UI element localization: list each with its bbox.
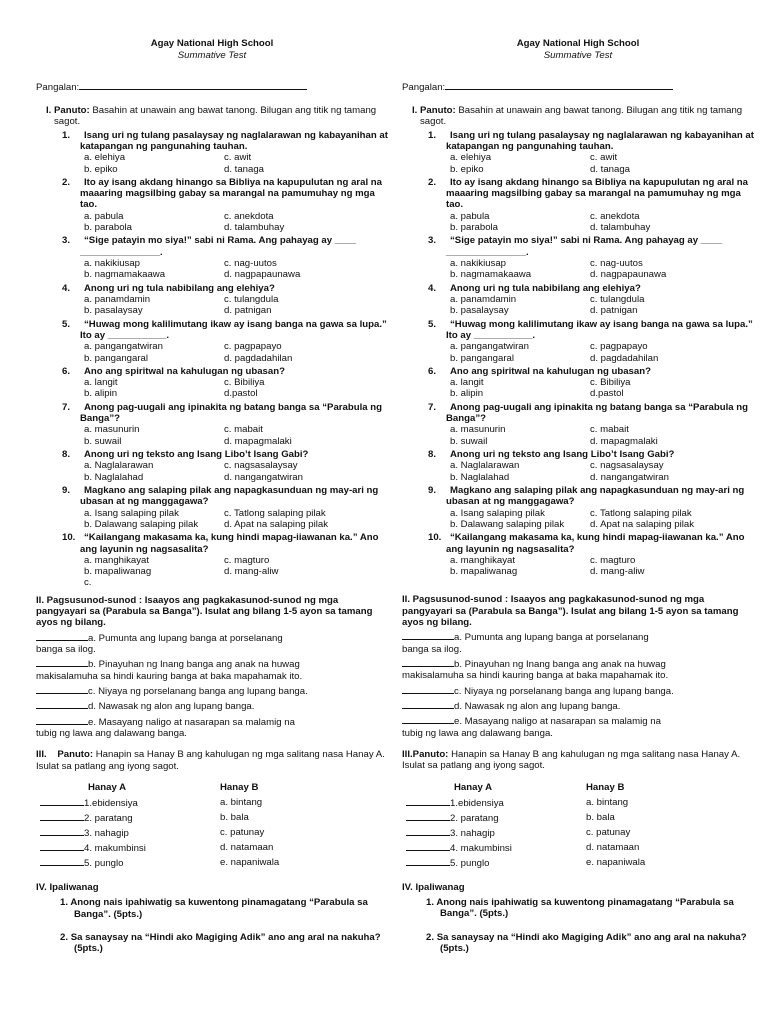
question (428, 235, 754, 258)
question (428, 402, 754, 425)
answer-options (84, 460, 388, 483)
part1-label: I. Panuto: (412, 104, 456, 116)
answer-option: c. nag-uutos (590, 258, 643, 269)
answer-option: b. mapaliwanag (84, 566, 152, 578)
question (62, 319, 388, 342)
answer-option: b. alipin (450, 388, 484, 400)
answer-option: c. Tatlong salaping pilak (224, 507, 326, 519)
answer-option: c. Tatlong salaping pilak (590, 507, 692, 519)
test-copy-left (36, 38, 388, 955)
question-list (36, 130, 388, 578)
sequence-item (36, 658, 388, 670)
hanay-b-item: b. bala (586, 811, 615, 823)
question-text: Ito ay isang akdang hinango sa Bibliya na kapupulutan ng aral na maaaring magsilbing gabay sa marangal na pamumuhay ng mga tao. (80, 176, 382, 211)
answer-blank (36, 632, 88, 641)
answer-option: c. Bibiliya (590, 377, 631, 389)
answer-options (84, 258, 388, 281)
answer-option: a. nakikiusap (84, 258, 140, 269)
hanay-a-item (406, 797, 586, 812)
essay-question (426, 897, 754, 920)
answer-blank (36, 700, 88, 709)
answer-blank (40, 842, 84, 851)
part1-text: Basahin at unawain ang bawat tanong. Bilugan ang titik ng tamang sagot. (54, 104, 377, 128)
answer-option: a. Isang salaping pilak (84, 507, 179, 519)
hanay-b-item: e. napaniwala (586, 856, 646, 868)
answer-option: b. epiko (84, 163, 118, 175)
sequence-text: a. Pumunta ang lupang banga at porselanang (454, 632, 649, 644)
answer-option: c. awit (224, 152, 252, 164)
answer-option: c. tulangdula (590, 293, 645, 305)
answer-option: a. masunurin (84, 424, 140, 436)
answer-option: a. masunurin (450, 424, 506, 436)
answer-option: b. epiko (450, 163, 484, 175)
answer-options (450, 424, 754, 447)
answer-option: a. pabula (450, 210, 490, 222)
hanay-a-text: 4. makumbinsi (450, 842, 512, 854)
name-line (36, 80, 388, 93)
hanay-a-head: Hanay A (88, 781, 127, 793)
answer-option: d. mapagmalaki (224, 435, 292, 447)
hanay-a-item (40, 842, 220, 857)
question-number: 6. (62, 365, 71, 377)
hanay-b-item: d. natamaan (220, 842, 274, 854)
answer-option: a. pangangatwiran (84, 341, 163, 353)
name-label: Pangalan: (402, 81, 446, 93)
answer-option: c. tulangdula (224, 293, 279, 305)
question-number: 5. (62, 318, 71, 330)
question-text: Anong pag-uugali ang ipinakita ng batang banga sa “Parabula ng Banga”? (80, 401, 382, 425)
name-line (402, 80, 754, 93)
question-text: Isang uri ng tulang pasalaysay ng naglalarawan ng kabayanihan at katapangan ng pangunahing tauhan. (80, 129, 388, 152)
answer-blank (402, 685, 454, 694)
test-type: Summative Test (177, 50, 247, 62)
sequence-item (36, 716, 388, 728)
part1-instruction (410, 105, 754, 128)
sequence-item (402, 700, 754, 712)
answer-option: a. panamdamin (84, 293, 151, 305)
question-text: Anong uri ng teksto ang Isang Libo’t Isang Gabi? (450, 449, 675, 460)
hanay-a-text: 3. nahagip (84, 828, 129, 840)
question-number: 1. (428, 129, 437, 141)
question (62, 130, 388, 153)
name-label: Pangalan: (36, 81, 80, 93)
answer-option: c. awit (590, 152, 618, 164)
answer-option: a. langit (84, 377, 118, 389)
sequence-text: c. Niyaya ng porselanang banga ang lupang banga. (454, 685, 674, 697)
answer-blank (40, 797, 84, 806)
part3-section (36, 749, 388, 872)
answer-options (84, 341, 388, 364)
part4-title: IV. Ipaliwanag (402, 881, 465, 893)
answer-blank (36, 716, 88, 725)
answer-option: a. elehiya (84, 152, 126, 164)
question (428, 366, 754, 377)
answer-option: a. langit (450, 377, 484, 389)
sequence-list (36, 632, 388, 740)
answer-options (450, 341, 754, 364)
part3-instruction (36, 749, 388, 772)
part3-label: III. (36, 749, 47, 761)
answer-option: b. nagmamakaawa (450, 269, 532, 281)
hanay-b-item: b. bala (220, 812, 249, 824)
answer-option: b. suwail (450, 435, 488, 447)
answer-option: a. elehiya (450, 152, 492, 164)
hanay-a-head: Hanay A (454, 781, 493, 793)
answer-blank (40, 857, 84, 866)
question-text: Ano ang spiritwal na kahulugan ng ubasan? (450, 365, 651, 377)
answer-option: a. Naglalarawan (84, 460, 154, 472)
question (428, 532, 754, 555)
part3-text: Hanapin sa Hanay B ang kahulugan ng mga salitang nasa Hanay A. Isulat sa patlang ang iyong sagot. (402, 748, 741, 772)
question-number: 9. (62, 484, 71, 496)
answer-option: c. anekdota (590, 210, 640, 222)
essay-list (36, 897, 388, 954)
answer-blank (402, 658, 454, 667)
sequence-text: e. Masayang naligo at nasarapan sa malamig na (454, 716, 661, 728)
essay-question (426, 932, 754, 955)
question (62, 177, 388, 211)
answer-blank (402, 715, 454, 724)
answer-option: b. pangangaral (84, 352, 149, 364)
answer-option: d. nagpapaunawa (590, 269, 667, 281)
sequence-list (402, 631, 754, 739)
sequence-text-continued: makisalamuha sa hindi kauring banga at baka mapahamak ito. (36, 670, 303, 682)
question-text: Anong uri ng tula nabibilang ang elehiya? (450, 282, 641, 294)
answer-blank (406, 842, 450, 851)
answer-options (84, 377, 388, 400)
essay-number: 1. (60, 897, 69, 909)
sequence-item (36, 700, 388, 712)
answer-option: b. parabola (450, 222, 499, 234)
sequence-text: c. Niyaya ng porselanang banga ang lupang banga. (88, 685, 308, 697)
question-text: “Kailangang makasama ka, kung hindi mapag-iiawanan ka.” Ano ang layunin ng nagsasalita? (80, 532, 379, 555)
part4-section (402, 882, 754, 955)
hanay-a-item (406, 812, 586, 827)
hanay-a-text: 2. paratang (450, 812, 499, 824)
part2-title: II. Pagsusunod-sunod : Isaayos ang pagkakasunod-sunod ng mga pangyayari sa (Parabula sa Banga”). Isulat ang bilang 1-5 ayon sa tamang ayos ng bilang. (36, 594, 373, 629)
answer-option: c. mabait (590, 424, 629, 436)
question-number: 5. (428, 318, 437, 330)
answer-option: b. mapaliwanag (450, 566, 518, 578)
question-text: Anong pag-uugali ang ipinakita ng batang banga sa “Parabula ng Banga”? (446, 401, 748, 425)
hanay-b-head: Hanay B (586, 781, 625, 793)
answer-blank (36, 685, 88, 694)
question (428, 177, 754, 211)
question (428, 130, 754, 153)
matching-table (40, 782, 388, 872)
answer-options (450, 377, 754, 400)
stray-letter: c. (84, 577, 92, 589)
part3-panuto: Panuto: (57, 749, 94, 761)
answer-options (450, 211, 754, 234)
essay-text: Sa sanaysay na “Hindi ako Magiging Adik” ano ang aral na nakuha? (5pts.) (436, 931, 747, 955)
answer-option: c. magturo (590, 554, 636, 566)
answer-option: d. mapagmalaki (590, 435, 658, 447)
answer-option: a. panamdamin (450, 293, 517, 305)
question-text: Magkano ang salaping pilak ang napagkasunduan ng may-ari ng ubasan at ng manggagawa? (446, 484, 745, 508)
part1-instruction (44, 105, 388, 128)
question (62, 449, 388, 460)
question-text: Anong uri ng tula nabibilang ang elehiya? (84, 282, 275, 294)
answer-options (450, 555, 754, 578)
hanay-b-item: c. patunay (586, 826, 631, 838)
test-copy-right (402, 38, 754, 954)
answer-options (84, 555, 388, 578)
question-number: 3. (62, 235, 71, 247)
question-number: 2. (62, 176, 71, 188)
part4-title: IV. Ipaliwanag (36, 882, 99, 894)
answer-option: c. Bibiliya (224, 377, 265, 389)
hanay-a-item (406, 857, 586, 872)
matching-table (406, 782, 754, 872)
answer-option: c. nagsasalaysay (224, 460, 298, 472)
answer-option: d. patnigan (590, 305, 638, 317)
question-number: 10. (62, 532, 76, 544)
question-text: “Huwag mong kalilimutang ikaw ay isang banga na gawa sa lupa.” Ito ay ___________. (80, 318, 387, 341)
answer-option: d. Apat na salaping pilak (590, 518, 695, 530)
school-name: Agay National High School (516, 38, 640, 49)
question (428, 319, 754, 342)
answer-option: c. pagpapayo (224, 341, 282, 353)
hanay-b-item: a. bintang (220, 797, 263, 809)
hanay-a-text: 3. nahagip (450, 827, 495, 839)
hanay-a-item (40, 812, 220, 827)
answer-option: d. tanaga (590, 163, 631, 175)
part2-section (402, 594, 754, 738)
sequence-text: e. Masayang naligo at nasarapan sa malamig na (88, 716, 295, 728)
part1-label: I. Panuto: (46, 104, 90, 116)
answer-option: d. nangangatwiran (224, 471, 303, 483)
part3-instruction (402, 749, 754, 772)
answer-option: b. Naglalahad (84, 471, 144, 483)
answer-blank (406, 857, 450, 866)
answer-blank (36, 658, 88, 667)
answer-option: b. pasalaysay (450, 305, 509, 317)
answer-options (84, 508, 388, 531)
hanay-a-text: 1.ebidensiya (84, 798, 138, 810)
answer-blank (406, 812, 450, 821)
part1-text: Basahin at unawain ang bawat tanong. Bilugan ang titik ng tamang sagot. (420, 104, 743, 128)
hanay-b-head: Hanay B (220, 781, 259, 793)
hanay-a-text: 4. makumbinsi (84, 843, 146, 855)
question-number: 10. (428, 532, 442, 544)
answer-options (450, 460, 754, 483)
question-number: 4. (428, 282, 437, 294)
answer-option: a. nakikiusap (450, 258, 506, 269)
question-number: 3. (428, 235, 437, 247)
answer-option: a. Naglalarawan (450, 460, 520, 472)
answer-option: d. pagdadahilan (590, 352, 659, 364)
hanay-a-item (40, 857, 220, 872)
answer-option: a. pabula (84, 210, 124, 222)
essay-number: 1. (426, 897, 435, 909)
name-blank (79, 80, 307, 90)
hanay-b-item: c. patunay (220, 827, 265, 839)
essay-number: 2. (426, 931, 435, 943)
answer-option: b. pangangaral (450, 352, 515, 364)
sequence-text: b. Pinayuhan ng Inang banga ang anak na huwag (88, 659, 300, 671)
answer-options (84, 152, 388, 175)
part2-title: II. Pagsusunod-sunod : Isaayos ang pagkakasunod-sunod ng mga pangyayari sa (Parabula sa Banga”). Isulat ang bilang 1-5 ayon sa tamang ayos ng bilang. (402, 594, 739, 629)
question (62, 283, 388, 294)
sequence-text-continued: makisalamuha sa hindi kauring banga at baka mapahamak ito. (402, 670, 669, 682)
essay-list (402, 897, 754, 954)
part2-section (36, 595, 388, 739)
answer-options (450, 258, 754, 281)
answer-option: b. pasalaysay (84, 305, 143, 317)
question (62, 532, 388, 555)
hanay-a-item (406, 842, 586, 857)
part3-text: Hanapin sa Hanay B ang kahulugan ng mga salitang nasa Hanay A. Isulat sa patlang ang iyong sagot. (36, 749, 385, 772)
answer-option: c. magturo (224, 554, 270, 566)
essay-text: Anong nais ipahiwatig sa kuwentong pinamagatang “Parabula sa Banga”. (5pts.) (436, 897, 734, 920)
essay-number: 2. (60, 932, 69, 944)
answer-option: c. mabait (224, 424, 263, 436)
answer-blank (40, 812, 84, 821)
question-text: Isang uri ng tulang pasalaysay ng naglalarawan ng kabayanihan at katapangan ng pangunahing tauhan. (446, 129, 754, 152)
answer-option: a. Isang salaping pilak (450, 507, 545, 519)
answer-option: a. manghikayat (450, 554, 516, 566)
question-number: 1. (62, 129, 71, 141)
answer-option: d. mang-aliw (224, 566, 279, 578)
answer-option: d. patnigan (224, 305, 272, 317)
name-blank (445, 80, 673, 90)
answer-option: c. anekdota (224, 210, 274, 222)
question (62, 235, 388, 258)
hanay-b-item: a. bintang (586, 796, 629, 808)
question-text: Magkano ang salaping pilak ang napagkasunduan ng may-ari ng ubasan at ng manggagawa? (80, 484, 379, 508)
sequence-item (402, 685, 754, 697)
question (62, 485, 388, 508)
question (62, 366, 388, 377)
question-number: 7. (62, 401, 71, 413)
essay-question (60, 932, 388, 955)
answer-option: d.pastol (590, 388, 624, 400)
answer-options (84, 424, 388, 447)
question-text: “Kailangang makasama ka, kung hindi mapag-iiawanan ka.” Ano ang layunin ng nagsasalita? (446, 532, 745, 555)
sequence-item (402, 631, 754, 643)
answer-option: b. alipin (84, 388, 118, 400)
sequence-item (36, 685, 388, 697)
sequence-text-continued: banga sa ilog. (36, 644, 96, 655)
question-text: Ito ay isang akdang hinango sa Bibliya na kapupulutan ng aral na maaaring magsilbing gabay sa marangal na pamumuhay ng mga tao. (446, 176, 748, 211)
sequence-text-continued: tubig ng lawa ang dalawang banga. (36, 727, 187, 739)
question-number: 8. (428, 449, 437, 460)
answer-blank (402, 631, 454, 640)
question-text: “Huwag mong kalilimutang ikaw ay isang banga na gawa sa lupa.” Ito ay ___________. (446, 318, 753, 341)
sequence-text: b. Pinayuhan ng Inang banga ang anak na huwag (454, 659, 666, 670)
answer-option: b. parabola (84, 222, 133, 234)
sequence-text: d. Nawasak ng alon ang lupang banga. (454, 700, 621, 712)
answer-option: d. pagdadahilan (224, 352, 293, 364)
answer-blank (40, 827, 84, 836)
question-text: Anong uri ng teksto ang Isang Libo’t Isang Gabi? (84, 449, 309, 460)
test-type: Summative Test (543, 50, 613, 62)
hanay-a-text: 1.ebidensiya (450, 797, 504, 809)
question-text: “Sige patayin mo siya!” sabi ni Rama. Ang pahayag ay ____ _______________. (446, 235, 723, 258)
answer-option: d. nagpapaunawa (224, 269, 301, 281)
hanay-a-item (40, 797, 220, 812)
question (62, 402, 388, 425)
sequence-item (36, 632, 388, 644)
answer-blank (406, 827, 450, 836)
question-text: Ano ang spiritwal na kahulugan ng ubasan? (84, 365, 285, 377)
answer-options (450, 294, 754, 317)
hanay-a-text: 5. punglo (450, 857, 490, 869)
question-number: 8. (62, 449, 71, 460)
answer-blank (406, 797, 450, 806)
answer-option: d. talambuhay (590, 222, 651, 234)
answer-option: d. Apat na salaping pilak (224, 518, 329, 530)
sequence-item (402, 658, 754, 670)
school-name: Agay National High School (150, 38, 274, 49)
hanay-b-item: e. napaniwala (220, 857, 280, 869)
answer-option: b. Dalawang salaping pilak (84, 518, 199, 530)
hanay-a-item (406, 827, 586, 842)
sequence-text-continued: tubig ng lawa ang dalawang banga. (402, 727, 553, 739)
answer-option: c. nagsasalaysay (590, 460, 664, 472)
essay-text: Sa sanaysay na “Hindi ako Magiging Adik” ano ang aral na nakuha? (5pts.) (70, 932, 381, 955)
part4-section (36, 882, 388, 955)
sequence-text: a. Pumunta ang lupang banga at porselanang (88, 632, 283, 644)
answer-option: d. talambuhay (224, 222, 285, 234)
hanay-a-item (40, 827, 220, 842)
hanay-b-item: d. natamaan (586, 841, 640, 853)
sequence-text-continued: banga sa ilog. (402, 643, 462, 655)
essay-question (60, 897, 388, 920)
question (428, 449, 754, 460)
answer-option: b. nagmamakaawa (84, 269, 166, 281)
essay-text: Anong nais ipahiwatig sa kuwentong pinamagatang “Parabula sa Banga”. (5pts.) (70, 897, 368, 920)
question (428, 485, 754, 508)
answer-option: d.pastol (224, 388, 258, 400)
answer-options (450, 508, 754, 531)
answer-options (450, 152, 754, 175)
question-number: 9. (428, 484, 437, 496)
sequence-text: d. Nawasak ng alon ang lupang banga. (88, 701, 255, 713)
answer-option: b. Dalawang salaping pilak (450, 518, 565, 530)
question-text: “Sige patayin mo siya!” sabi ni Rama. Ang pahayag ay ____ _______________. (80, 235, 357, 258)
answer-option: d. tanaga (224, 163, 265, 175)
part3-label: III. (402, 748, 413, 760)
hanay-a-text: 2. paratang (84, 813, 133, 825)
question-number: 4. (62, 282, 71, 294)
answer-option: b. suwail (84, 435, 122, 447)
answer-option: b. Naglalahad (450, 471, 510, 483)
part3-panuto: Panuto: (412, 748, 449, 760)
question-number: 6. (428, 365, 437, 377)
answer-options (84, 211, 388, 234)
answer-option: d. mang-aliw (590, 566, 645, 578)
part3-section (402, 749, 754, 872)
answer-options (84, 294, 388, 317)
answer-blank (402, 700, 454, 709)
answer-option: d. nangangatwiran (590, 471, 669, 483)
answer-option: c. nag-uutos (224, 258, 277, 269)
answer-option: a. manghikayat (84, 554, 150, 566)
question-list (402, 130, 754, 578)
answer-option: c. pagpapayo (590, 341, 648, 353)
answer-option: a. pangangatwiran (450, 341, 529, 353)
question-number: 7. (428, 401, 437, 413)
question-number: 2. (428, 176, 437, 188)
hanay-a-text: 5. punglo (84, 858, 124, 870)
sequence-item (402, 715, 754, 727)
question (428, 283, 754, 294)
